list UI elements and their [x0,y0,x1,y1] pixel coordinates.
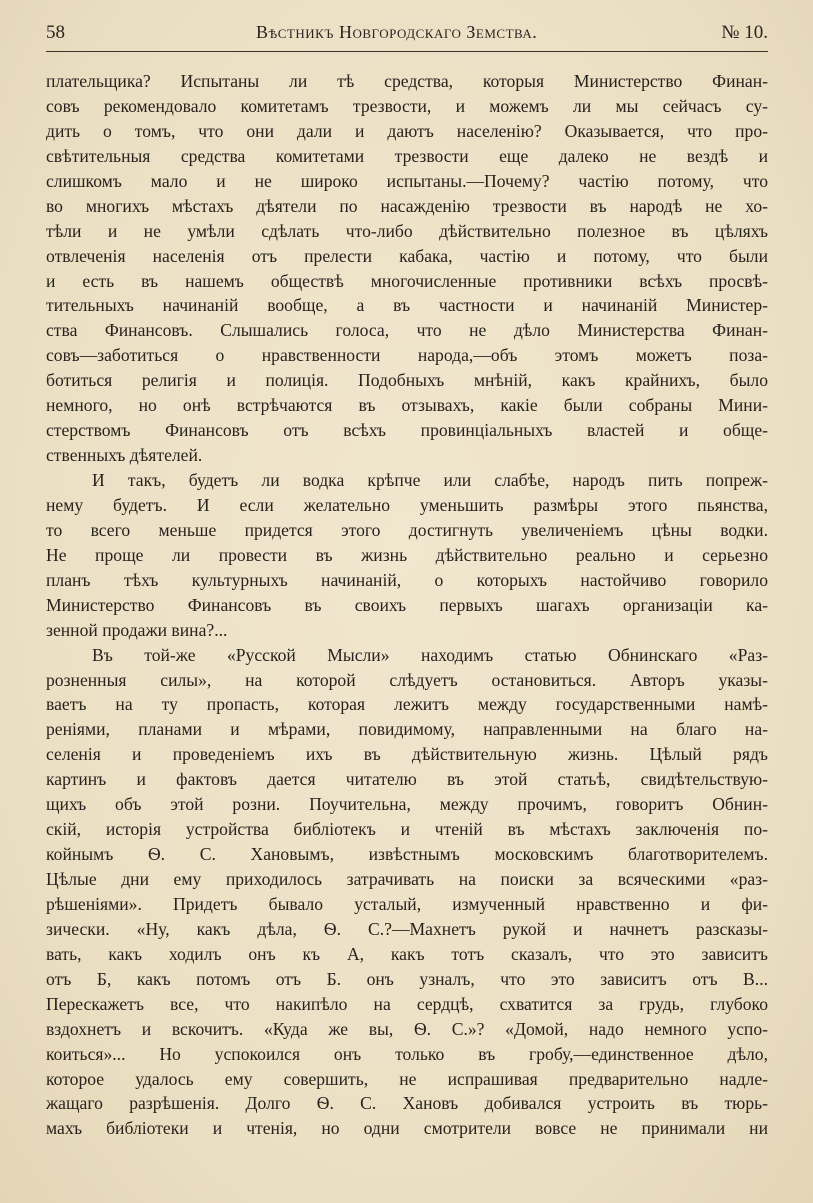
paragraph [46,468,768,643]
text-line: И такъ, будетъ ли водка крѣпче или слабѣе, народъ пить попреж- [92,470,768,490]
text-line: Министерство Финансовъ въ своихъ первыхъ шагахъ организаціи ка- [46,594,768,615]
text-line: рѣшеніями». Придетъ бывало усталый, измученный нравственно и фи- [46,893,768,914]
text-line: слишкомъ мало и не широко испытаны.—Почему? частію потому, что [46,170,768,191]
text-line: Цѣлые дни ему приходилось затрачивать на поиски за всяческими «раз- [46,869,768,889]
text-line: которое удалось ему совершить, не испрашивая предварительно надле- [46,1068,768,1089]
text-line: Не проще ли провести въ жизнь дѣйствительно реально и серьезно [46,544,768,565]
running-header [46,22,768,48]
text-line: вздохнетъ и вскочитъ. «Куда же вы, Ѳ. С.»? «Домой, надо немного успо- [46,1018,768,1039]
text-line: Въ той-же «Русской Мысли» находимъ статью Обнинскаго «Раз- [92,644,768,665]
text-line: щихъ объ этой розни. Поучительна, между прочимъ, говоритъ Обнин- [46,794,768,815]
text-line: картинъ и фактовъ дается читателю въ этой статьѣ, свидѣтельствую- [46,769,768,790]
text-line: плательщика? Испытаны ли тѣ средства, которыя Министерство Финан- [46,71,768,91]
text-line: дить о томъ, что они дали и даютъ населенію? Оказывается, что про- [46,120,768,141]
text-line: коиться»... Но успокоился онъ только въ гробу,—единственное дѣло, [46,1043,768,1064]
journal-title: Вѣстникъ Новгородскаго Земства. [256,22,538,42]
paragraph [46,69,768,468]
text-line: и есть въ нашемъ обществѣ многочисленные противники всѣхъ просвѣ- [46,270,768,291]
text-line: жащаго разрѣшенія. Долго Ѳ. С. Хановъ добивался устроить въ тюрь- [46,1093,768,1114]
paragraph [46,643,768,1142]
text-line: розненныя силы», на которой слѣдуетъ остановиться. Авторъ указы- [46,669,768,690]
text-line: немного, но онѣ встрѣчаются въ отзывахъ, какіе были собраны Мини- [46,395,768,416]
page-number: 58 [46,22,65,43]
text-line: махъ библіотеки и чтенія, но одни смотрители вовсе не принимали ни [46,1118,768,1139]
issue-number: № 10. [721,22,768,43]
text-line: во многихъ мѣстахъ дѣятели по насажденію трезвости въ народѣ не хо- [46,195,768,216]
text-line: совъ—заботиться о нравственности народа,—объ этомъ можетъ поза- [46,345,768,366]
text-line: вать, какъ ходилъ онъ къ А, какъ тотъ сказалъ, что это зависитъ [46,943,768,964]
text-line: ственныхъ дѣятелей. [46,445,203,466]
text-line: селенія и проведеніемъ ихъ въ дѣйствительную жизнь. Цѣлый рядъ [46,744,768,765]
text-line: свѣтительныя средства комитетами трезвости еще далеко не вездѣ и [46,145,768,166]
text-line: планъ тѣхъ культурныхъ начинаній, о которыхъ настойчиво говорило [46,569,768,590]
text-line: нему будетъ. И если желательно уменьшить размѣры этого пьянства, [46,494,768,515]
text-line: отвлеченія населенія отъ прелести кабака, частію и потому, что были [46,245,768,266]
text-line: зенной продажи вина?... [46,619,228,640]
text-line: ства Финансовъ. Слышались голоса, что не дѣло Министерства Финан- [46,320,768,341]
text-line: Перескажетъ все, что накипѣло на сердцѣ, схватится за грудь, глубоко [46,993,768,1014]
text-line: стерствомъ Финансовъ отъ всѣхъ провинціальныхъ властей и обще- [46,420,768,441]
text-line: ботиться религія и полиція. Подобныхъ мнѣній, какъ крайнихъ, было [46,370,768,391]
text-line: скій, исторія устройства библіотекъ и чтеній въ мѣстахъ заключенія по- [46,819,768,840]
text-line: реніями, планами и мѣрами, повидимому, направленными на благо на- [46,719,768,740]
text-line: тѣли и не умѣли сдѣлать что-либо дѣйствительно полезное въ цѣляхъ [46,220,768,241]
text-line: койнымъ Ѳ. С. Хановымъ, извѣстнымъ московскимъ благотворителемъ. [46,844,768,865]
article-body [46,69,768,1141]
text-line: совъ рекомендовало комитетамъ трезвости, и можемъ ли мы сейчасъ су- [46,95,768,116]
header-rule [46,51,768,52]
text-line: тительныхъ начинаній вообще, а въ частности и начинаній Министер- [46,295,768,316]
text-line: отъ Б, какъ потомъ отъ Б. онъ узналъ, что это зависитъ отъ В... [46,968,768,989]
text-line: зически. «Ну, какъ дѣла, Ѳ. С.?—Махнетъ рукой и начнетъ разсказы- [46,918,768,939]
text-line: то всего меньше придется этого достигнуть увеличеніемъ цѣны водки. [46,519,768,540]
text-line: ваетъ на ту пропасть, которая лежитъ между государственными намѣ- [46,694,768,715]
